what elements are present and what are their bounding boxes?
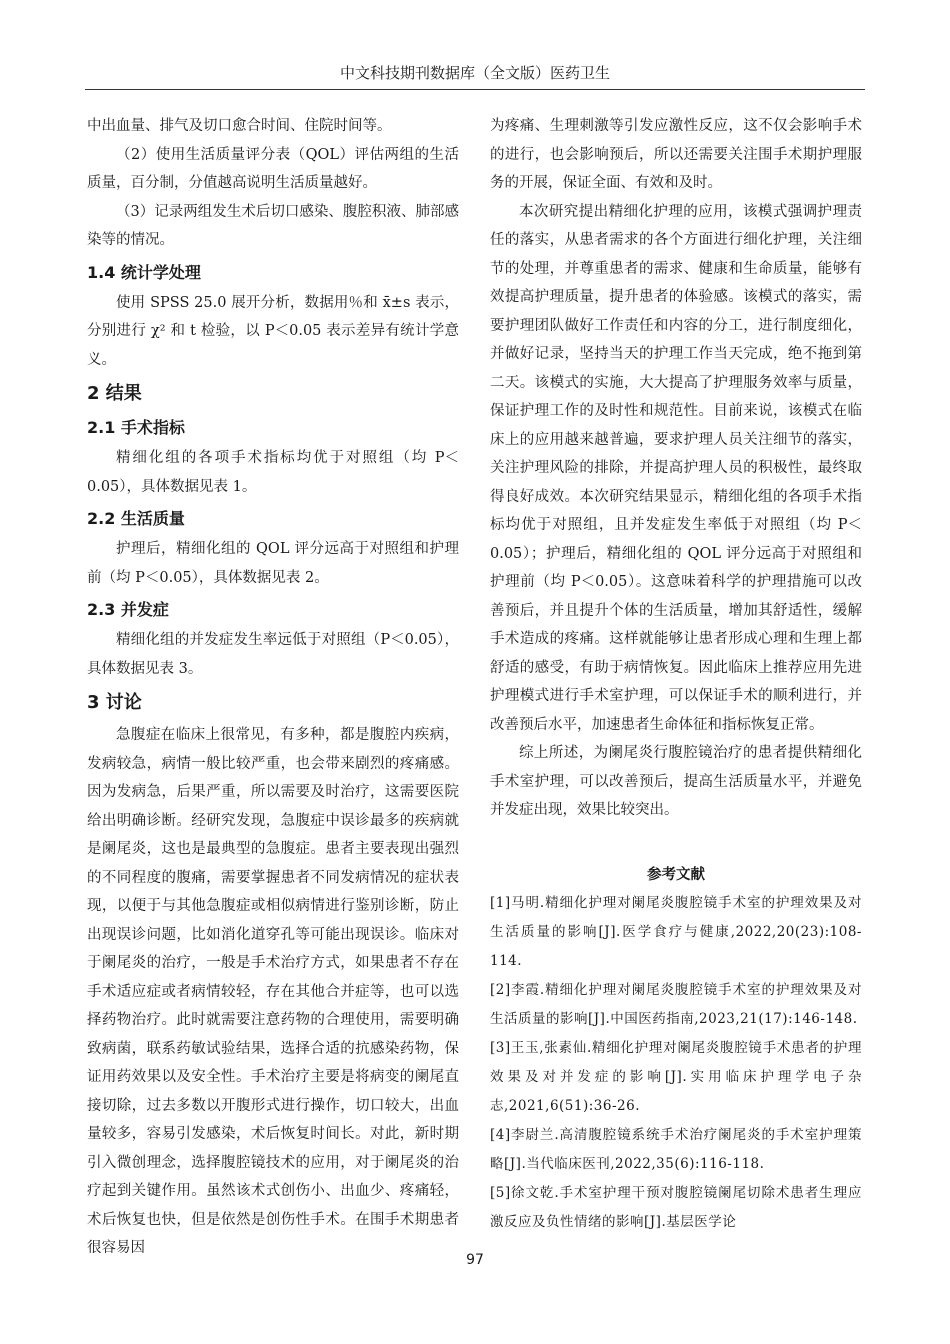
reference-item: [4]李尉兰.高清腹腔镜系统手术治疗阑尾炎的手术室护理策略[J].当代临床医刊,2022,35(6):116-118. — [490, 1126, 862, 1172]
section-heading: 3 讨论 — [87, 692, 142, 713]
paragraph: 护理后，精细化组的 QOL 评分远高于对照组和护理前（均 P＜0.05），具体数据见表 2。 — [87, 541, 459, 586]
reference-item: [1]马明.精细化护理对阑尾炎腹腔镜手术室的护理效果及对生活质量的影响[J].医学食疗与健康,2022,20(23):108-114. — [490, 894, 862, 969]
section-heading: 2.3 并发症 — [87, 600, 169, 619]
reference-item: [5]徐文乾.手术室护理干预对腹腔镜阑尾切除术患者生理应激反应及负性情绪的影响[J].基层医学论 — [490, 1184, 862, 1230]
page-number: 97 — [466, 1252, 484, 1268]
paragraph: 使用 SPSS 25.0 展开分析，数据用％和 x̄±s 表示，分别进行 χ² 和 t 检验，以 P＜0.05 表示差异有统计学意义。 — [87, 294, 459, 368]
journal-header: 中文科技期刊数据库（全文版）医药卫生 — [85, 62, 865, 90]
reference-item: [2]李霞.精细化护理对阑尾炎腹腔镜手术室的护理效果及对生活质量的影响[J].中国医药指南,2023,21(17):146-148. — [490, 981, 862, 1027]
paragraph: 精细化组的各项手术指标均优于对照组（均 P＜0.05），具体数据见表 1。 — [87, 450, 459, 495]
section-heading: 2 结果 — [87, 383, 142, 404]
paragraph: 精细化组的并发症发生率远低于对照组（P＜0.05），具体数据见表 3。 — [87, 632, 459, 677]
paragraph: （2）使用生活质量评分表（QOL）评估两组的生活质量，百分制，分值越高说明生活质量越好。 — [87, 146, 459, 191]
paragraph: 中出血量、排气及切口愈合时间、住院时间等。 — [87, 118, 392, 134]
references-title: 参考文献 — [647, 866, 705, 883]
section-heading: 1.4 统计学处理 — [87, 262, 201, 282]
section-heading: 2.1 手术指标 — [87, 418, 185, 437]
paragraph: 本次研究提出精细化护理的应用，该模式强调护理责任的落实，从患者需求的各个方面进行细化护理，关注细节的处理，并尊重患者的需求、健康和生命质量，能够有效提高护理质量，提升患者的体验感。该模式的落实，需要护理团队做好工作责任和内容的分工，进行制度细化，并做好记录，坚持当天的护理工作当天完成，绝不拖到第二天。该模式的实施，大大提高了护理服务效率与质量，保证护理工作的及时性和规范性。目前来说，该模式在临床上的应用越来越普遍，要求护理人员关注细节的落实，关注护理风险的排除，并提高护理人员的积极性，最终取得良好成效。本次研究结果显示，精细化组的各项手术指标均优于对照组，且并发症发生率低于对照组（均 P＜0.05）；护理后，精细化组的 QOL 评分远高于对照组和护理前（均 P＜0.05）。这意味着科学的护理措施可以改善预后，并且提升个体的生活质量，增加其舒适性，缓解手术造成的疼痛。这样就能够让患者形成心理和生理上都舒适的感受，有助于病情恢复。因此临床上推荐应用先进护理模式进行手术室护理，可以保证手术的顺利进行，并改善预后水平，加速患者生命体征和指标恢复正常。 — [490, 203, 862, 733]
paragraph: 为疼痛、生理刺激等引发应激性反应，这不仅会影响手术的进行，也会影响预后，所以还需要关注围手术期护理服务的开展，保证全面、有效和及时。 — [490, 118, 862, 191]
right-column — [490, 112, 862, 1237]
paragraph: 综上所述，为阑尾炎行腹腔镜治疗的患者提供精细化手术室护理，可以改善预后，提高生活质量水平，并避免并发症出现，效果比较突出。 — [490, 745, 862, 818]
reference-item: [3]王玉,张素仙.精细化护理对阑尾炎腹腔镜手术患者的护理效果及对并发症的影响[J].实用临床护理学电子杂志,2021,6(51):36-26. — [490, 1039, 862, 1114]
paragraph: （3）记录两组发生术后切口感染、腹腔积液、肺部感染等的情况。 — [87, 203, 459, 248]
paragraph: 急腹症在临床上很常见，有多种，都是腹腔内疾病，发病较急，病情一般比较严重，也会带来剧烈的疼痛感。因为发病急，后果严重，所以需要及时治疗，这需要医院给出明确诊断。经研究发现，急腹症中误诊最多的疾病就是阑尾炎，这也是最典型的急腹症。患者主要表现出强烈的不同程度的腹痛，需要掌握患者不同发病情况的症状表现，以便于与其他急腹症或相似病情进行鉴别诊断，防止出现误诊问题，比如消化道穿孔等可能出现误诊。临床对于阑尾炎的治疗，一般是手术治疗方式，如果患者不存在手术适应症或者病情较轻，存在其他合并症等，也可以选择药物治疗。此时就需要注意药物的合理使用，需要明确致病菌，联系药敏试验结果，选择合适的抗感染药物，保证用药效果以及安全性。手术治疗主要是将病变的阑尾直接切除，过去多数以开腹形式进行操作，切口较大，出血量较多，容易引发感染，术后恢复时间长。对此，新时期引入微创理念，选择腹腔镜技术的应用，对于阑尾炎的治疗起到关键作用。虽然该术式创伤小、出血少、疼痛轻，术后恢复也快，但是依然是创伤性手术。在围手术期患者很容易因 — [87, 727, 459, 1256]
left-column — [87, 112, 459, 1263]
section-heading: 2.2 生活质量 — [87, 509, 185, 528]
